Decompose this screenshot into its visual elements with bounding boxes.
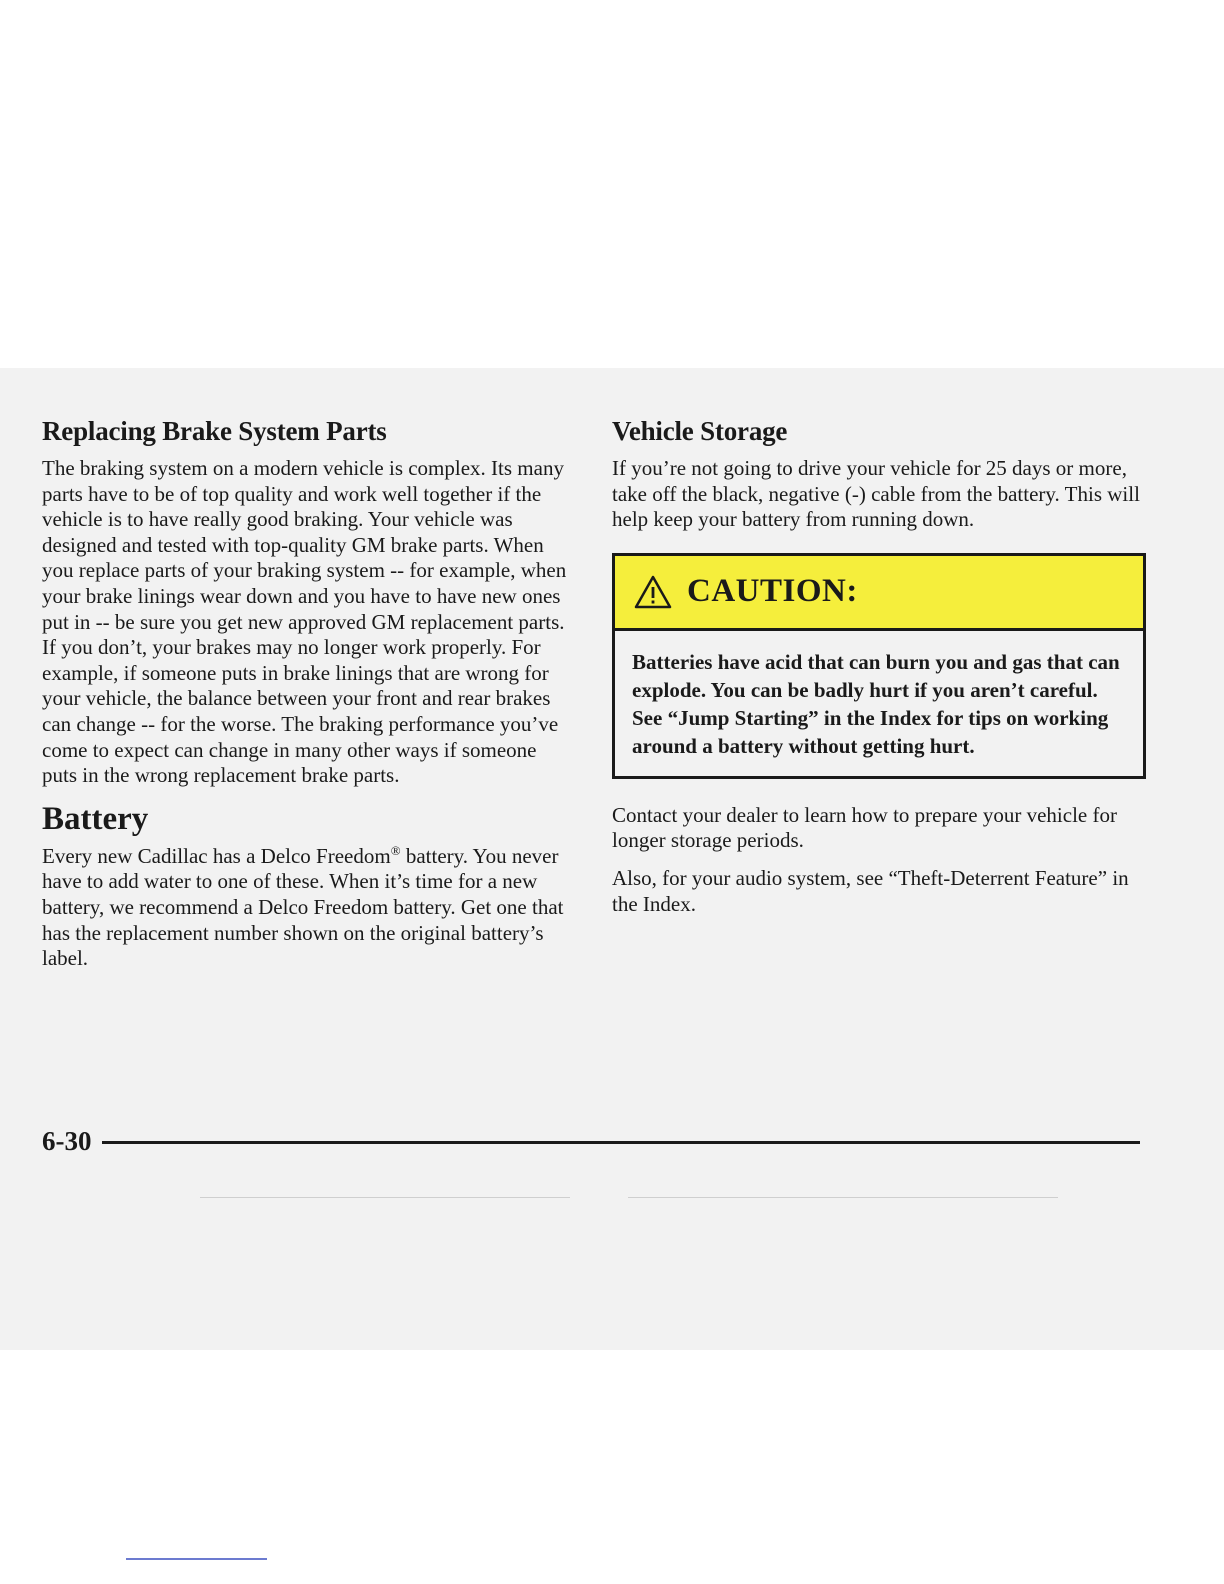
vehicle-storage-heading: Vehicle Storage: [612, 416, 788, 446]
brake-parts-heading: Replacing Brake System Parts: [42, 416, 387, 446]
warning-triangle-icon: [633, 574, 673, 610]
caution-header: [615, 556, 1143, 631]
footer-rule: [102, 1141, 1141, 1144]
bottom-underline-mark: [126, 1558, 267, 1560]
dealer-paragraph: Contact your dealer to learn how to prepare your vehicle for longer storage periods.: [612, 802, 1117, 853]
caution-box: [612, 553, 1146, 779]
scan-artifact-line-right: [628, 1197, 1058, 1198]
registered-mark: ®: [390, 842, 401, 858]
page-number: 6-30: [42, 1126, 92, 1156]
battery-text-start: Every new Cadillac has a Delco Freedom: [42, 843, 391, 868]
right-column: [612, 416, 1147, 929]
brake-parts-paragraph: The braking system on a modern vehicle is complex. Its many parts have to be of top quality and work well together if the vehicle is to have really good braking. Your vehicle was designed and tested with top-quality GM brake parts. When you replace parts of your braking system -- for example, when your brake linings wear down and you have to have new ones put in -- be sure you get new approved GM replacement parts. If you don’t, your brakes may no longer work properly. For example, if someone puts in brake linings that are wrong for your vehicle, the balance between your front and rear brakes can change -- for the worse. The braking performance you’ve come to expect can change in many other ways if someone puts in the wrong replacement brake parts.: [42, 456, 567, 788]
vehicle-storage-paragraph: If you’re not going to drive your vehicle for 25 days or more, take off the black, negative (-) cable from the battery. This will help keep your battery from running down.: [612, 456, 1140, 532]
left-column: [42, 416, 572, 984]
audio-system-paragraph: Also, for your audio system, see “Theft-Deterrent Feature” in the Index.: [612, 865, 1129, 916]
caution-text: Batteries have acid that can burn you and gas that can explode. You can be badly hurt if you aren’t careful. See “Jump Starting” in the Index for tips on working around a battery without getting hurt.: [632, 649, 1120, 758]
battery-heading: Battery: [42, 800, 149, 837]
battery-paragraph: [42, 844, 572, 972]
caution-title: CAUTION:: [687, 573, 858, 610]
scan-artifact-line-left: [200, 1197, 570, 1198]
page-footer: [42, 1126, 1140, 1157]
battery-text-end: battery. You never have to add water to one of these. When it’s time for a new battery, we recommend a Delco Freedom battery. Get one that has the replacement number shown on the original battery’s label.: [42, 843, 564, 971]
